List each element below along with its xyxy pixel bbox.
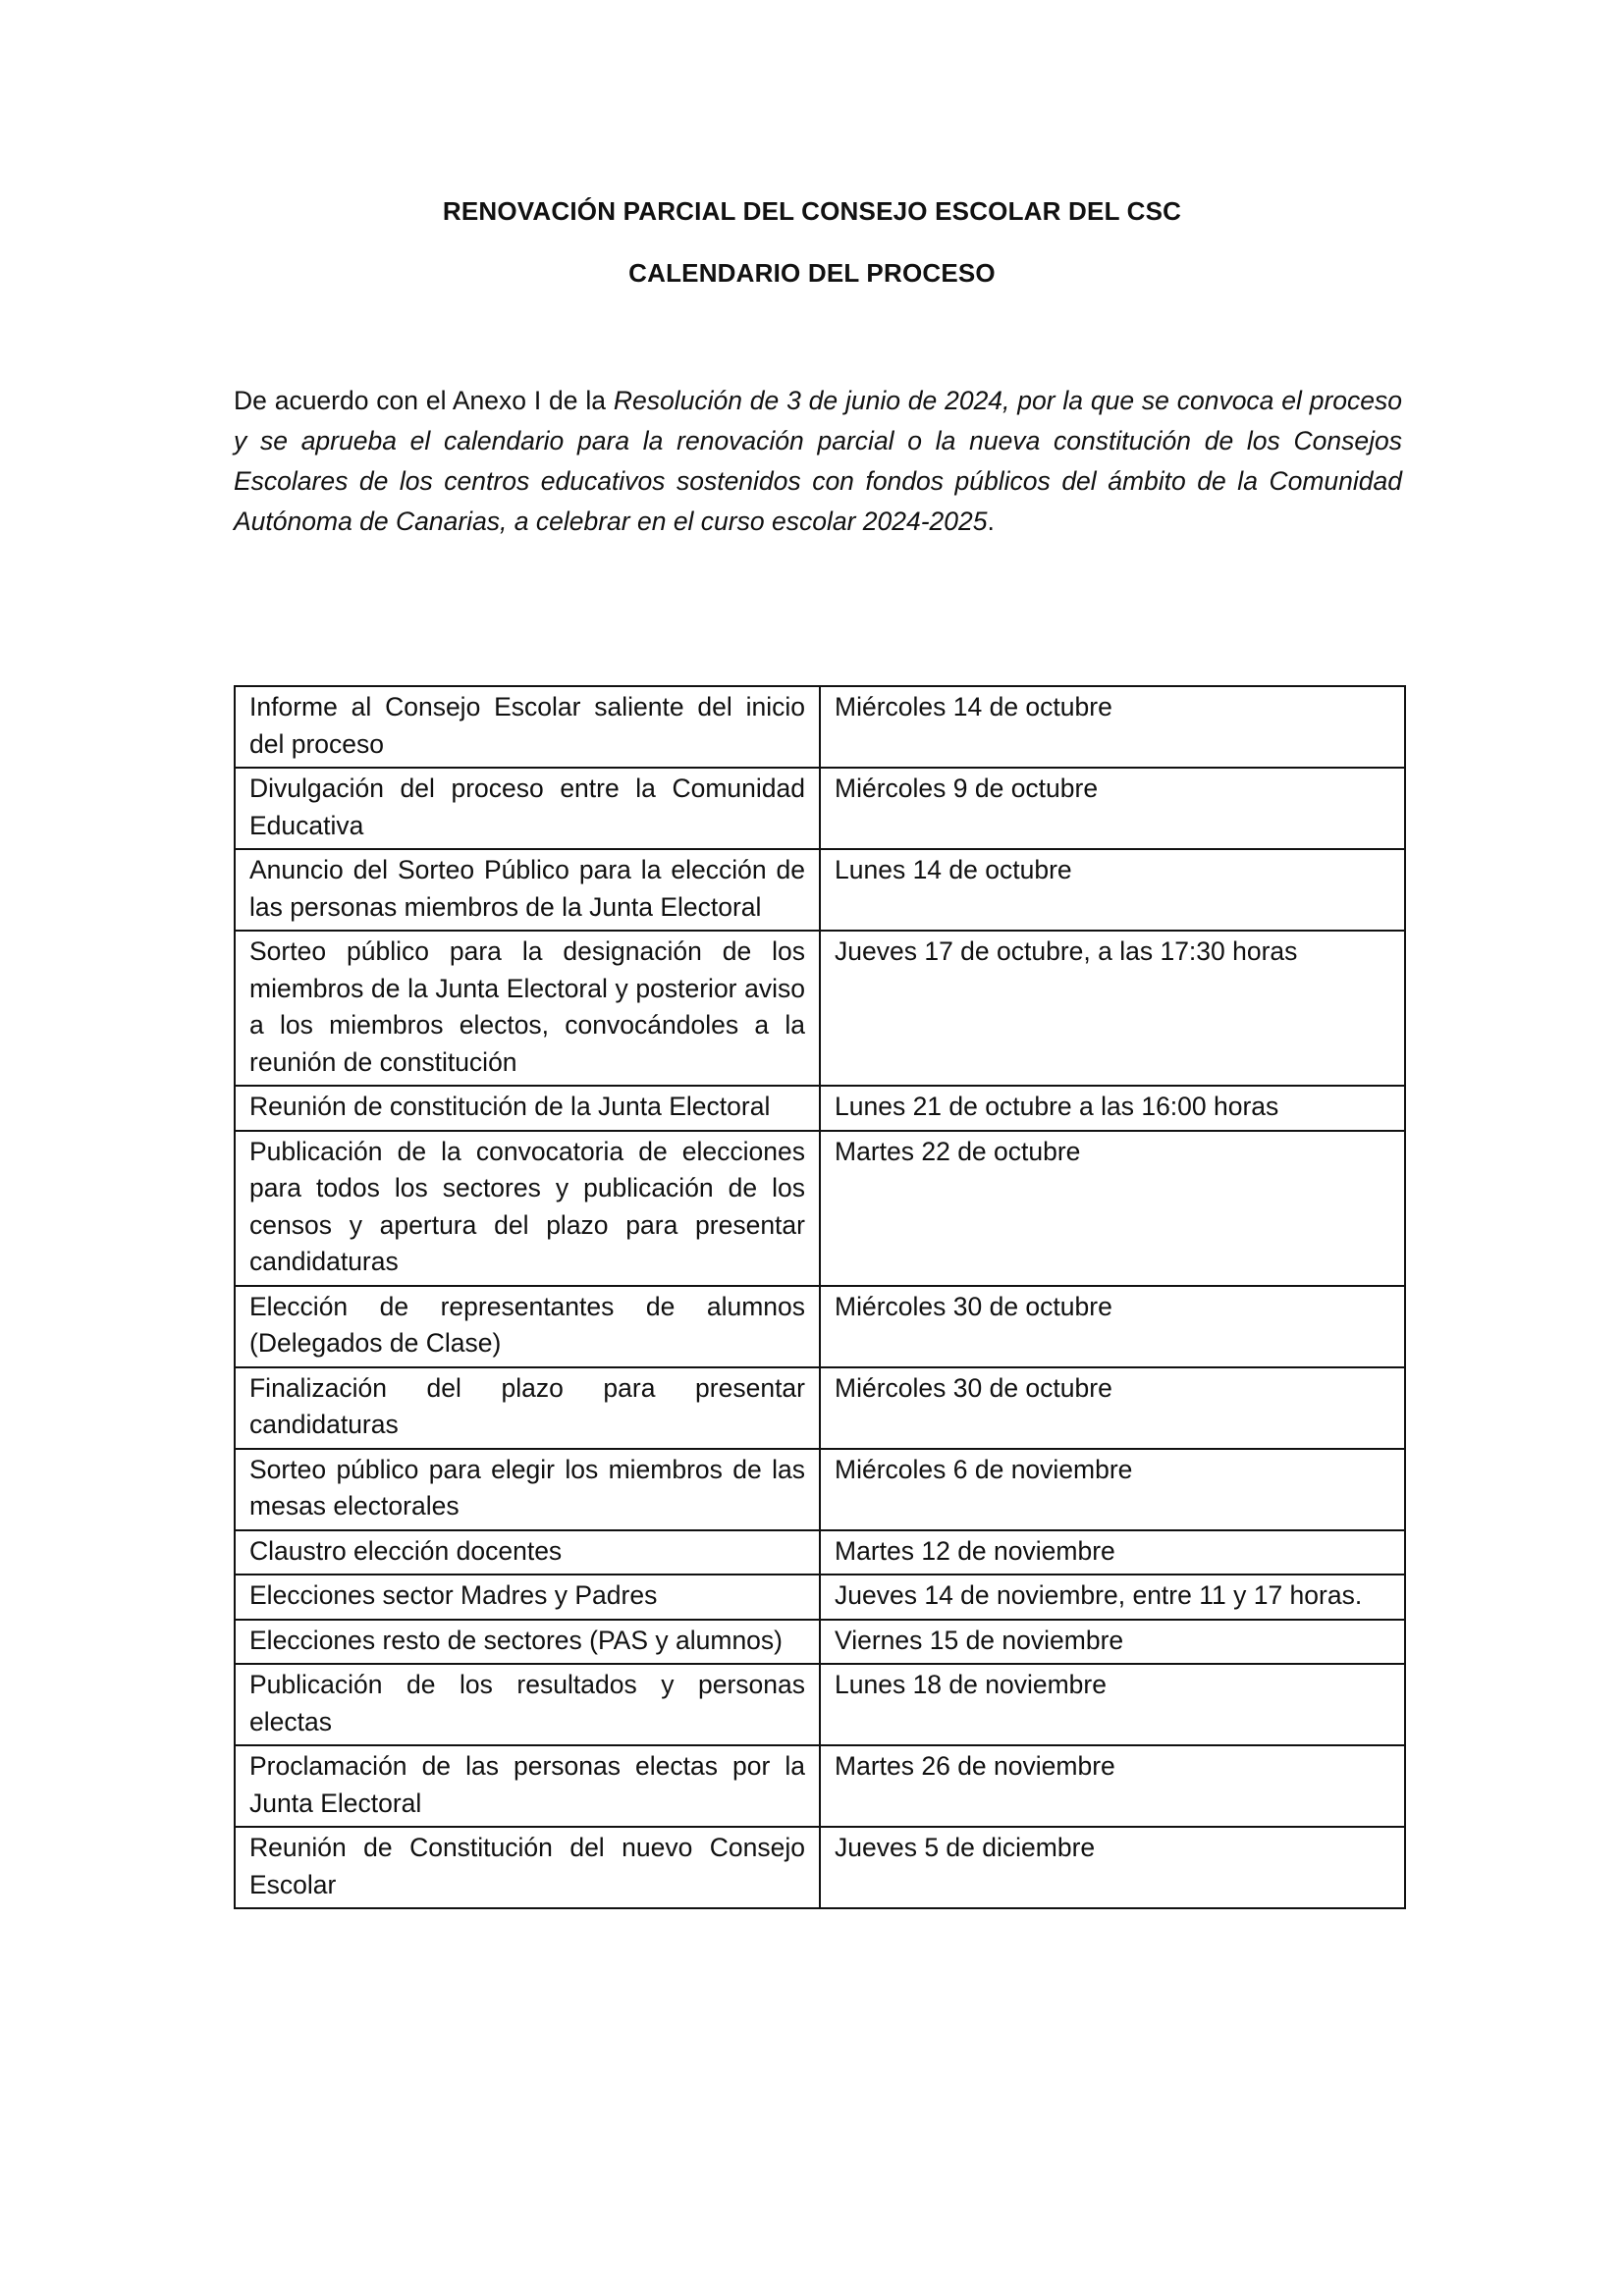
table-row	[235, 1827, 1405, 1908]
event-cell: Elección de representantes de alumnos (Delegados de Clase)	[235, 1286, 820, 1367]
event-cell: Finalización del plazo para presentar candidaturas	[235, 1367, 820, 1449]
date-cell: Lunes 18 de noviembre	[820, 1664, 1405, 1745]
date-cell: Lunes 14 de octubre	[820, 849, 1405, 931]
table-row	[235, 1449, 1405, 1530]
event-cell: Reunión de constitución de la Junta Electoral	[235, 1086, 820, 1131]
table-row	[235, 1131, 1405, 1286]
intro-resolution: Resolución de 3 de junio de 2024, por la que se convoca el proceso y se aprueba el calendario para la renovación parcial o la nueva constitución de los Consejos Escolares de los centros educativos sostenidos con fondos públicos del ámbito de la Comunidad Autónoma de Canarias, a celebrar en el curso escolar 2024-2025	[234, 386, 1402, 536]
date-cell: Jueves 17 de octubre, a las 17:30 horas	[820, 931, 1405, 1086]
date-cell: Miércoles 9 de octubre	[820, 768, 1405, 849]
event-cell: Sorteo público para elegir los miembros de las mesas electorales	[235, 1449, 820, 1530]
table-row	[235, 1367, 1405, 1449]
event-cell: Publicación de la convocatoria de elecciones para todos los sectores y publicación de los censos y apertura del plazo para presentar candidaturas	[235, 1131, 820, 1286]
date-cell: Lunes 21 de octubre a las 16:00 horas	[820, 1086, 1405, 1131]
table-row	[235, 1745, 1405, 1827]
table-row	[235, 1530, 1405, 1575]
intro-paragraph	[234, 381, 1402, 542]
date-cell: Jueves 5 de diciembre	[820, 1827, 1405, 1908]
event-cell: Reunión de Constitución del nuevo Consejo Escolar	[235, 1827, 820, 1908]
calendar-table	[234, 685, 1406, 1909]
event-cell: Anuncio del Sorteo Público para la elección de las personas miembros de la Junta Electoral	[235, 849, 820, 931]
table-row	[235, 1086, 1405, 1131]
event-cell: Divulgación del proceso entre la Comunidad Educativa	[235, 768, 820, 849]
date-cell: Miércoles 6 de noviembre	[820, 1449, 1405, 1530]
date-cell: Miércoles 30 de octubre	[820, 1367, 1405, 1449]
table-row	[235, 1664, 1405, 1745]
date-cell: Martes 22 de octubre	[820, 1131, 1405, 1286]
intro-end: .	[987, 507, 995, 536]
table-row	[235, 931, 1405, 1086]
table-row	[235, 686, 1405, 768]
table-row	[235, 849, 1405, 931]
event-cell: Claustro elección docentes	[235, 1530, 820, 1575]
event-cell: Informe al Consejo Escolar saliente del inicio del proceso	[235, 686, 820, 768]
event-cell: Sorteo público para la designación de los miembros de la Junta Electoral y posterior aviso a los miembros electos, convocándoles a la reunión de constitución	[235, 931, 820, 1086]
event-cell: Elecciones sector Madres y Padres	[235, 1575, 820, 1620]
intro-lead: De acuerdo con el Anexo I de la	[234, 386, 614, 415]
date-cell: Martes 26 de noviembre	[820, 1745, 1405, 1827]
event-cell: Publicación de los resultados y personas electas	[235, 1664, 820, 1745]
date-cell: Jueves 14 de noviembre, entre 11 y 17 horas.	[820, 1575, 1405, 1620]
table-row	[235, 1286, 1405, 1367]
table-row	[235, 768, 1405, 849]
event-cell: Elecciones resto de sectores (PAS y alumnos)	[235, 1620, 820, 1665]
document-subtitle: CALENDARIO DEL PROCESO	[628, 258, 996, 288]
date-cell: Viernes 15 de noviembre	[820, 1620, 1405, 1665]
event-cell: Proclamación de las personas electas por la Junta Electoral	[235, 1745, 820, 1827]
table-row	[235, 1620, 1405, 1665]
table-row	[235, 1575, 1405, 1620]
date-cell: Miércoles 30 de octubre	[820, 1286, 1405, 1367]
document-title: RENOVACIÓN PARCIAL DEL CONSEJO ESCOLAR DEL CSC	[442, 196, 1182, 226]
date-cell: Miércoles 14 de octubre	[820, 686, 1405, 768]
date-cell: Martes 12 de noviembre	[820, 1530, 1405, 1575]
